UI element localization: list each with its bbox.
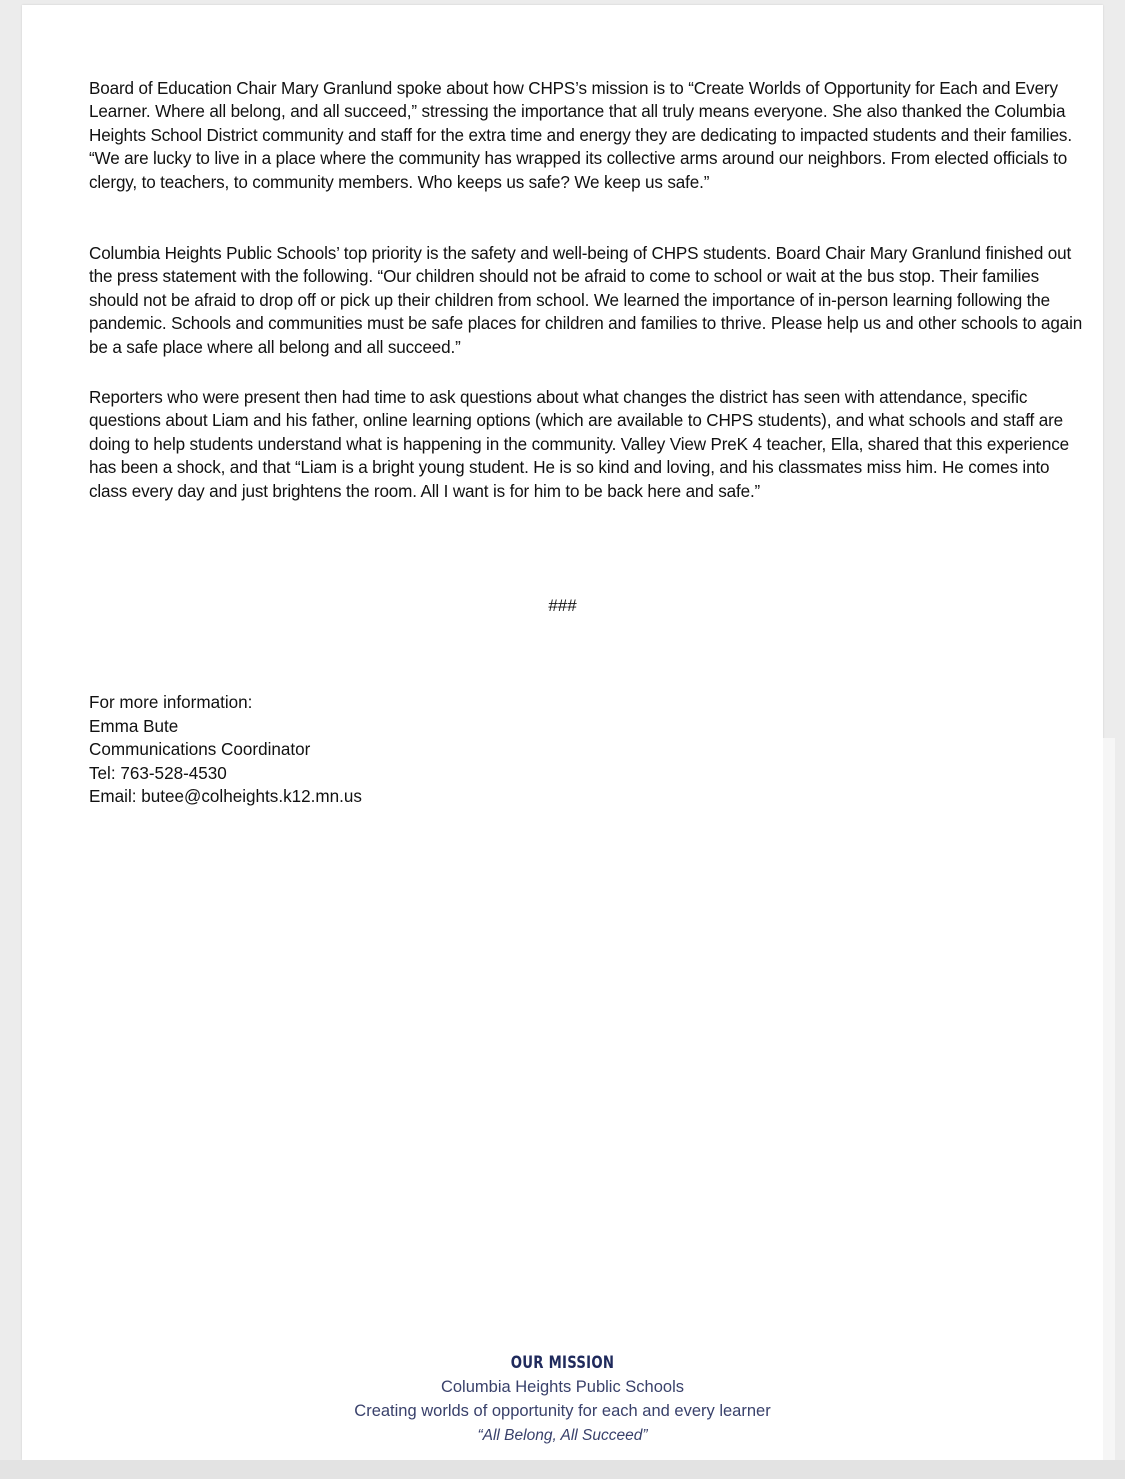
contact-block (89, 691, 362, 809)
mission-motto: “All Belong, All Succeed” (477, 1427, 648, 1444)
end-of-release-mark: ### (548, 596, 577, 615)
mission-statement: Creating worlds of opportunity for each and every learner (354, 1401, 771, 1420)
contact-email: Email: butee@colheights.k12.mn.us (89, 787, 362, 806)
viewer-bottom-band (0, 1460, 1125, 1479)
paragraph-safety-priority: Columbia Heights Public Schools’ top priority is the safety and well-being of CHPS students. Board Chair Mary Granlund finished out the press statement with the following. “Our children should not be afraid to come to school or wait at the bus stop. Their families should not be afraid to drop off or pick up their children from school. We learned the importance of in-person learning following the pandemic. Schools and communities must be safe places for children and families to thrive. Please help us and other schools to again be a safe place where all belong and all succeed.” (89, 244, 1083, 357)
contact-intro: For more information: (89, 693, 253, 712)
mission-organization: Columbia Heights Public Schools (440, 1378, 685, 1396)
mission-heading: OUR MISSION (510, 1353, 615, 1373)
mission-footer (22, 1350, 1103, 1449)
contact-name: Emma Bute (89, 716, 179, 736)
next-page-edge (1103, 738, 1115, 1460)
document-page (22, 5, 1103, 1460)
contact-phone: Tel: 763-528-4530 (89, 763, 227, 783)
contact-title: Communications Coordinator (89, 740, 311, 759)
paragraph-board-chair-remarks: Board of Education Chair Mary Granlund spoke about how CHPS’s mission is to “Create Worlds of Opportunity for Each and Every Learner. Where all belong, and all succeed,” stressing the importance that all truly means everyone. She also thanked the Columbia Heights School District community and staff for the extra time and energy they are dedicating to impacted students and their families. “We are lucky to live in a place where the community has wrapped its collective arms around our neighbors. From elected officials to clergy, to teachers, to community members. Who keeps us safe? We keep us safe.” (89, 79, 1072, 192)
paragraph-reporter-questions: Reporters who were present then had time to ask questions about what changes the district has seen with attendance, specific questions about Liam and his father, online learning options (which are available to CHPS students), and what schools and staff are doing to help students understand what is happening in the community. Valley View PreK 4 teacher, Ella, shared that this experience has been a shock, and that “Liam is a bright young student. He is so kind and loving, and his classmates miss him. He comes into class every day and just brightens the room. All I want is for him to be back here and safe.” (89, 388, 1069, 501)
